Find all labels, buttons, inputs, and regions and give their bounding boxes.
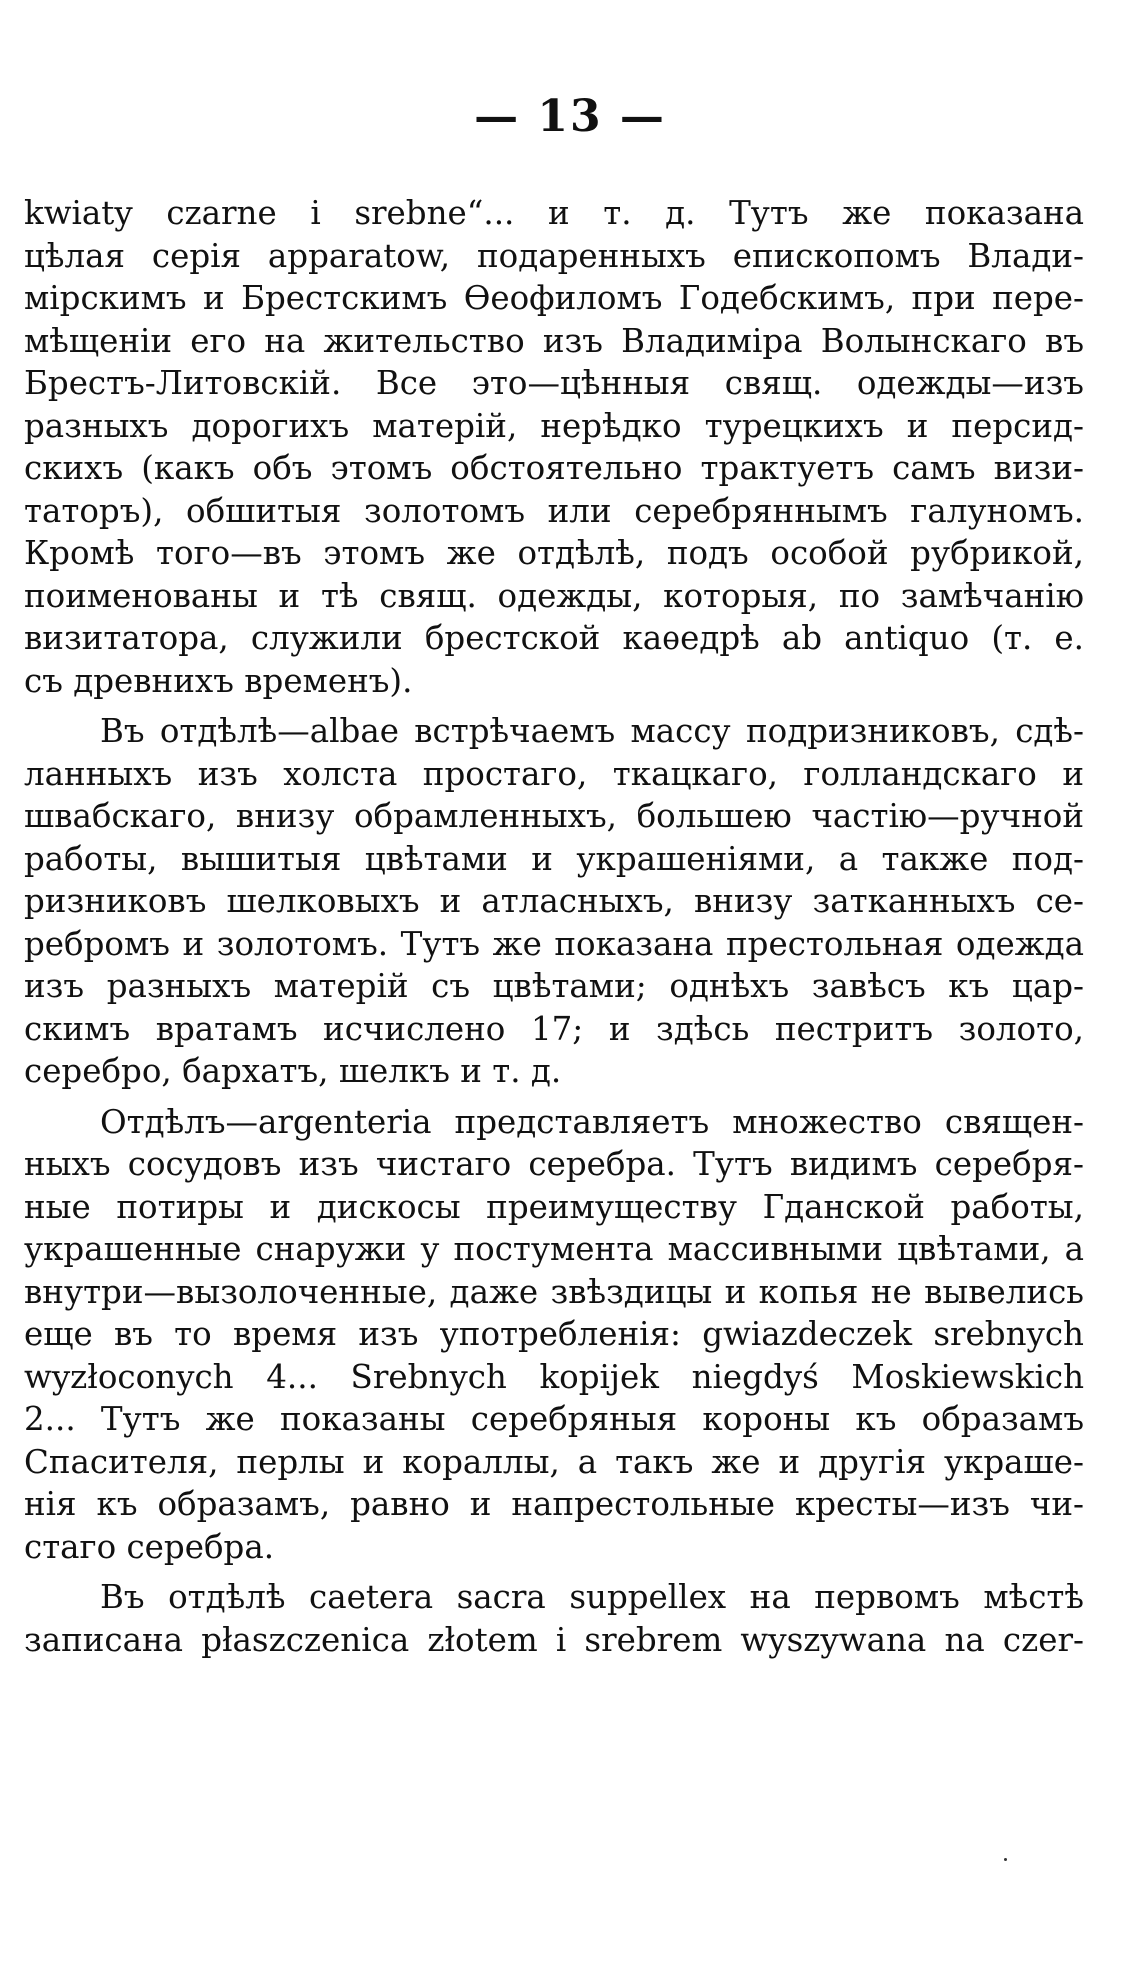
text-line: таторъ), обшитыя золотомъ или серебряннымъ галуномъ. [24,491,1084,530]
text-line: внутри—вызолоченные, даже звѣздицы и копья не вывелись [24,1272,1084,1311]
text-line: Въ отдѣлѣ caetera sacra suppellex на первомъ мѣстѣ [100,1578,1084,1616]
print-speck [1004,1858,1007,1861]
text-line: скимъ вратамъ исчислено 17; и здѣсь пестритъ золото, [24,1009,1084,1048]
text-line: украшенные снаружи у постумента массивными цвѣтами, а [24,1230,1084,1268]
text-line: скихъ (какъ объ этомъ обстоятельно трактуетъ самъ визи- [24,449,1084,487]
text-line: ребромъ и золотомъ. Тутъ же показана престольная одежда [24,924,1084,963]
text-line: мѣщеніи его на жительство изъ Владиміра Волынскаго въ [24,321,1084,360]
text-line: серебро, бархатъ, шелкъ и т. д. [24,1052,562,1090]
text-line: Отдѣлъ—argenteria представляетъ множество священ- [100,1102,1084,1141]
text-line: 2... Тутъ же показаны серебряныя короны къ образамъ [24,1400,1084,1438]
text-line: Спасителя, перлы и кораллы, а такъ же и другія украше- [24,1442,1084,1481]
text-line: ные потиры и дискосы преимуществу Гданской работы, [24,1187,1084,1226]
text-line: kwiaty czarne i srebne“... и т. д. Тутъ же показана [24,194,1084,232]
text-line: стаго серебра. [24,1527,275,1566]
paragraph-2 [24,710,1084,1093]
paragraph-4 [24,1576,1084,1661]
body-text [24,192,1084,1661]
text-line: изъ разныхъ матерій съ цвѣтами; однѣхъ завѣсъ къ цар- [24,967,1084,1005]
paragraph-3 [24,1101,1084,1569]
text-line: Брестъ-Литовскій. Все это—цѣнныя свящ. одежды—изъ [24,364,1084,402]
text-line: еще въ то время изъ употребленія: gwiazdeczek srebnych [24,1315,1084,1353]
text-line: wyzłoconych 4... Srebnych kopijek niegdyś Moskiewskich [24,1357,1084,1396]
text-line: разныхъ дорогихъ матерій, нерѣдко турецкихъ и персид- [24,406,1084,445]
text-line: цѣлая серія apparatow, подаренныхъ епископомъ Влади- [24,236,1084,275]
text-line: ланныхъ изъ холста простаго, ткацкаго, голландскаго и [24,754,1084,793]
text-line: ризниковъ шелковыхъ и атласныхъ, внизу затканныхъ се- [24,882,1084,920]
paragraph-gap [24,702,1084,710]
text-line: записана płaszczenica złotem i srebrem wyszywana na czer- [24,1620,1084,1659]
paragraph-1 [24,192,1084,702]
text-line: мірскимъ и Брестскимъ Ѳеофиломъ Годебскимъ, при пере- [24,279,1084,317]
text-line: ныхъ сосудовъ изъ чистаго серебра. Тутъ видимъ серебря- [24,1145,1084,1183]
paragraph-gap [24,1093,1084,1101]
text-line: съ древнихъ временъ). [24,661,413,700]
text-line: швабскаго, внизу обрамленныхъ, большею частію—ручной [24,797,1084,835]
text-line: Кромѣ того—въ этомъ же отдѣлѣ, подъ особой рубрикой, [24,534,1084,572]
text-line: работы, вышитыя цвѣтами и украшеніями, а также под- [24,839,1084,878]
paragraph-gap [24,1568,1084,1576]
text-line: визитатора, служили брестской каѳедрѣ ab antiquo (т. е. [24,619,1084,657]
page-number: — 13 — [474,91,666,142]
text-line: поименованы и тѣ свящ. одежды, которыя, по замѣчанію [24,576,1084,615]
text-line: нія къ образамъ, равно и напрестольные кресты—изъ чи- [24,1485,1084,1523]
text-line: Въ отдѣлѣ—albae встрѣчаемъ массу подризниковъ, сдѣ- [100,712,1084,750]
